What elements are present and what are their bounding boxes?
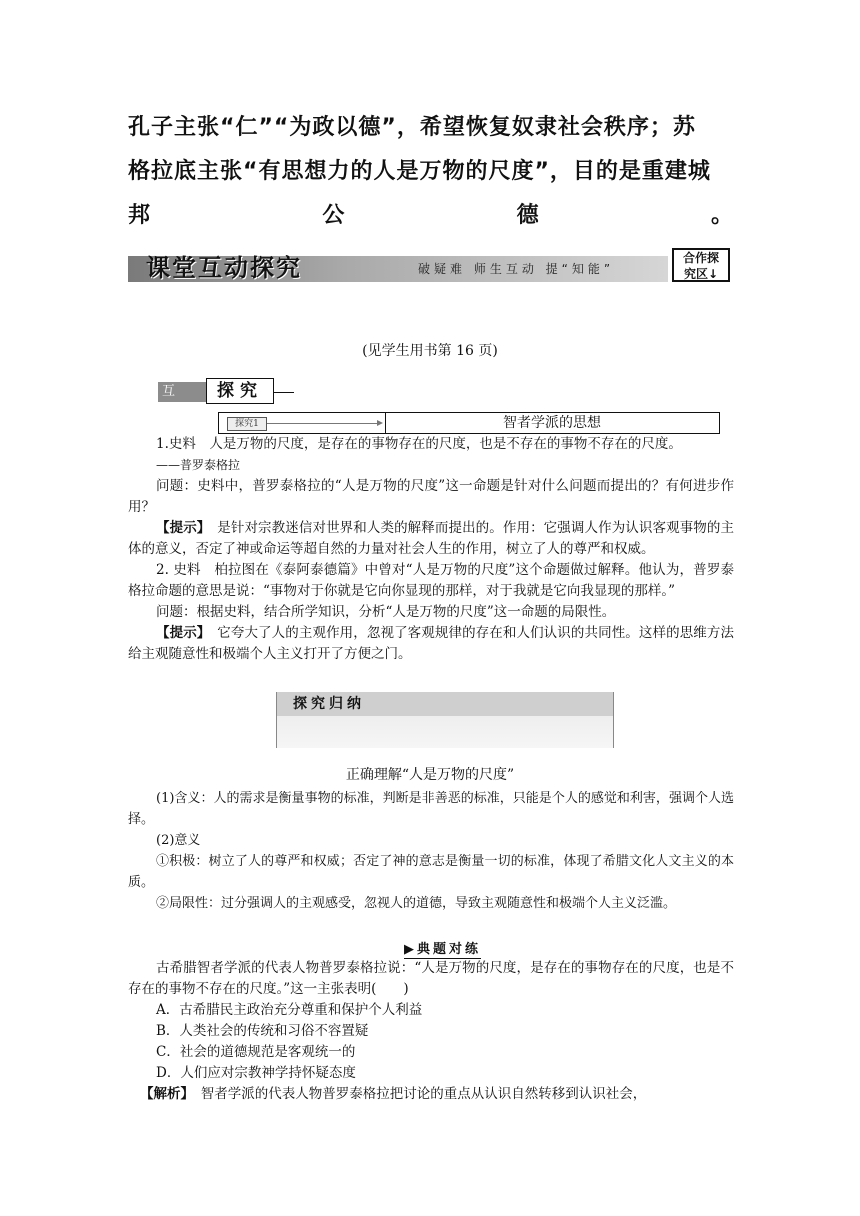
q1-hint-text: 是针对宗教迷信对世界和人类的解释而提出的。作用：它强调人作为认识客观事物的主体的意义，否定了神或命运等超自然的力量对社会人生的作用，树立了人的尊严和权威。 bbox=[128, 520, 735, 557]
intro-char: 公 bbox=[322, 203, 346, 228]
intro-char: 。 bbox=[710, 203, 734, 228]
summary-title: 正确理解“人是万物的尺度” bbox=[345, 767, 515, 783]
option-b: B．人类社会的传统和习俗不容置疑 bbox=[156, 1023, 369, 1039]
q1-question: 问题：史料中，普罗泰格拉的“人是万物的尺度”这一命题是针对什么问题而提出的？有何进步作用？ bbox=[128, 478, 734, 515]
summary-p2: (2)意义 bbox=[156, 833, 201, 848]
q2-hint bbox=[128, 623, 734, 665]
section-tag: 探究1 bbox=[227, 417, 267, 431]
option-d: D．人们应对宗教神学持怀疑态度 bbox=[156, 1065, 356, 1081]
analysis-label: 【解析】 bbox=[140, 1086, 188, 1102]
summary-p1: (1)含义：人的需求是衡量事物的标准，判断是非善恶的标准，只能是个人的感觉和利害，强调个人选择。 bbox=[128, 791, 734, 827]
arrow-icon bbox=[267, 423, 379, 424]
practice-analysis bbox=[140, 1084, 734, 1105]
summary-header: 探究归纳 bbox=[277, 692, 613, 716]
summary-box bbox=[276, 692, 614, 748]
intro-line-spread bbox=[128, 194, 734, 238]
hudong-word: 探究 bbox=[206, 378, 274, 404]
intro-char: 德 bbox=[516, 203, 540, 228]
banner-box-line: 合作探 bbox=[682, 251, 719, 265]
q2-source: 2. 史料 柏拉图在《泰阿泰德篇》中曾对“人是万物的尺度”这个命题做过解释。他认为，普罗泰格拉命题的意思是说：“事物对于你就是它向你显现的那样，对于我就是它向我显现的那样。” bbox=[128, 562, 734, 599]
intro-line: 孔子主张“仁”“为政以德”，希望恢复奴隶社会秩序；苏 bbox=[128, 115, 696, 140]
intro-line: 格拉底主张“有思想力的人是万物的尺度”，目的是重建城 bbox=[128, 159, 711, 184]
q1-source: 1.史料 人是万物的尺度，是存在的事物存在的尺度，也是不存在的事物不存在的尺度。 bbox=[156, 436, 682, 452]
q2-hint-label: 【提示】 bbox=[156, 625, 204, 641]
banner-subtitle: 破疑难 师生互动 提“知能” bbox=[418, 262, 615, 276]
q1-author: ——普罗泰格拉 bbox=[156, 458, 241, 472]
practice-header: ▶典题对练 bbox=[404, 938, 481, 959]
hudong-label bbox=[158, 376, 298, 419]
summary-p3: ①积极：树立了人的尊严和权威；否定了神的意志是衡量一切的标准，体现了希腊文化人文主义的本质。 bbox=[128, 854, 734, 890]
section-title-bar bbox=[218, 412, 720, 434]
q2-hint-text: 它夸大了人的主观作用，忽视了客观规律的存在和人们认识的共同性。这样的思维方法给主观随意性和极端个人主义打开了方便之门。 bbox=[128, 625, 735, 662]
banner-title: 课堂互动探究 bbox=[146, 253, 302, 282]
question-1 bbox=[128, 434, 734, 665]
summary-p4: ②局限性：过分强调人的主观感受，忽视人的道德，导致主观随意性和极端个人主义泛滥。 bbox=[156, 896, 677, 911]
banner-box-line: 究区↓ bbox=[683, 267, 719, 281]
summary-body bbox=[128, 788, 734, 914]
intro-paragraph bbox=[128, 106, 734, 238]
page-reference: (见学生用书第 16 页) bbox=[362, 343, 498, 359]
hudong-gray: 互 动 bbox=[158, 382, 206, 402]
q2-question: 问题：根据史料，结合所学知识，分析“人是万物的尺度”这一命题的局限性。 bbox=[156, 604, 616, 620]
option-a: A．古希腊民主政治充分尊重和保护个人利益 bbox=[156, 1002, 423, 1018]
section-title: 智者学派的思想 bbox=[503, 415, 601, 431]
hudong-rule bbox=[274, 392, 294, 393]
banner-box bbox=[672, 248, 730, 282]
section-banner bbox=[128, 248, 734, 284]
practice-section bbox=[128, 958, 734, 1105]
q1-hint bbox=[128, 518, 734, 560]
q1-hint-label: 【提示】 bbox=[156, 520, 204, 536]
option-c: C．社会的道德规范是客观统一的 bbox=[156, 1044, 356, 1060]
intro-char: 邦 bbox=[128, 203, 152, 228]
analysis-text: 智者学派的代表人物普罗泰格拉把讨论的重点从认识自然转移到认识社会， bbox=[187, 1086, 647, 1102]
practice-stem: 古希腊智者学派的代表人物普罗泰格拉说：“人是万物的尺度，是存在的事物存在的尺度，也是不存在的事物不存在的尺度。”这一主张表明( ) bbox=[128, 960, 734, 997]
